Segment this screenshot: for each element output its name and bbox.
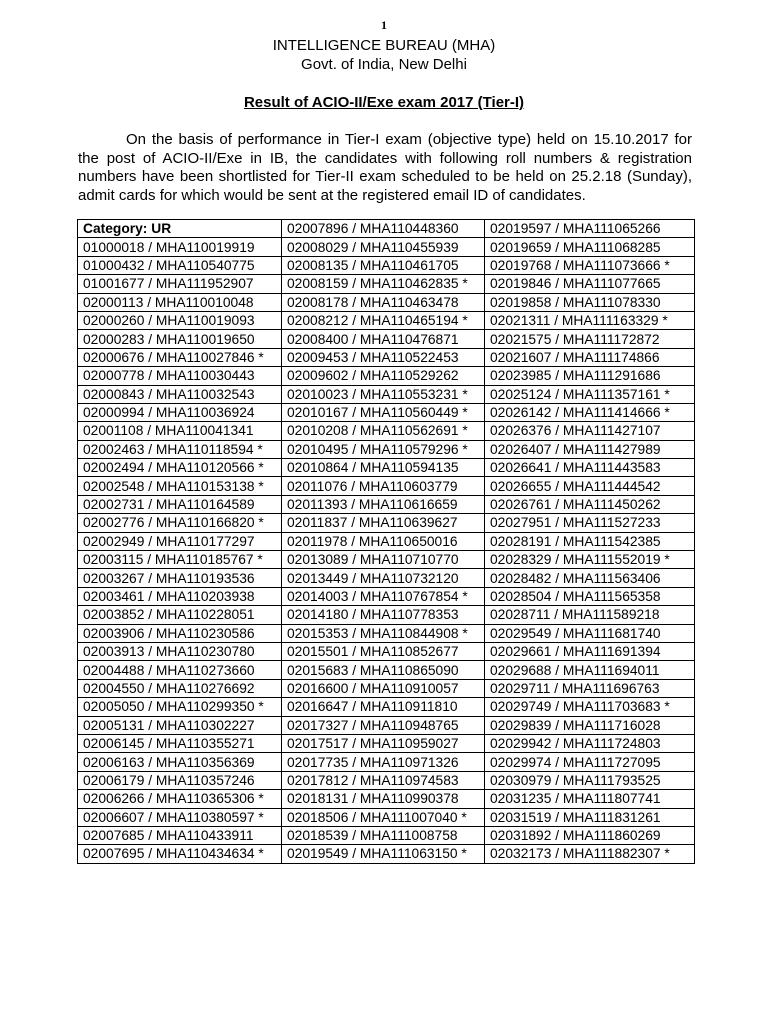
table-cell: 02009602 / MHA110529262	[282, 367, 485, 385]
table-row	[78, 385, 695, 403]
table-cell: 02003852 / MHA110228051	[78, 606, 282, 624]
table-row	[78, 679, 695, 697]
table-cell: 02031892 / MHA111860269	[485, 826, 695, 844]
table-cell: 02029839 / MHA111716028	[485, 716, 695, 734]
table-cell: 02031519 / MHA111831261	[485, 808, 695, 826]
table-cell: 02000260 / MHA110019093	[78, 311, 282, 329]
table-row	[78, 753, 695, 771]
table-row	[78, 367, 695, 385]
table-cell: 02015353 / MHA110844908 *	[282, 624, 485, 642]
table-row	[78, 569, 695, 587]
table-cell: 02029974 / MHA111727095	[485, 753, 695, 771]
table-row	[78, 440, 695, 458]
table-cell: 02007896 / MHA110448360	[282, 220, 485, 238]
table-cell: 02025124 / MHA111357161 *	[485, 385, 695, 403]
table-row	[78, 495, 695, 513]
table-cell: 02000843 / MHA110032543	[78, 385, 282, 403]
table-cell: 02019768 / MHA111073666 *	[485, 256, 695, 274]
table-cell: 02010208 / MHA110562691 *	[282, 422, 485, 440]
table-cell: 02021311 / MHA111163329 *	[485, 311, 695, 329]
table-row	[78, 661, 695, 679]
table-row	[78, 330, 695, 348]
table-cell: 02006266 / MHA110365306 *	[78, 790, 282, 808]
table-cell: 02026142 / MHA111414666 *	[485, 403, 695, 421]
header-organization: INTELLIGENCE BUREAU (MHA)	[272, 37, 496, 54]
table-cell: 02006163 / MHA110356369	[78, 753, 282, 771]
table-cell: 02026407 / MHA111427989	[485, 440, 695, 458]
table-cell: 02010495 / MHA110579296 *	[282, 440, 485, 458]
table-cell: 02019659 / MHA111068285	[485, 238, 695, 256]
table-cell: 02032173 / MHA111882307 *	[485, 845, 695, 863]
table-cell: 02006607 / MHA110380597 *	[78, 808, 282, 826]
table-row	[78, 771, 695, 789]
table-cell: 02005131 / MHA110302227	[78, 716, 282, 734]
table-row	[78, 256, 695, 274]
table-cell: 02013449 / MHA110732120	[282, 569, 485, 587]
table-cell: 01000018 / MHA110019919	[78, 238, 282, 256]
table-row	[78, 477, 695, 495]
table-cell: 02004550 / MHA110276692	[78, 679, 282, 697]
table-cell: 02008178 / MHA110463478	[282, 293, 485, 311]
intro-paragraph: On the basis of performance in Tier-I exam (objective type) held on 15.10.2017 for the post of ACIO-II/Exe in IB, the candidates with following roll numbers & registration numbers have been shortlisted for Tier-II exam scheduled to be held on 25.2.18 (Sunday), admit cards for which would be sent at the registered email ID of candidates.	[78, 131, 692, 204]
table-cell: 02021607 / MHA111174866	[485, 348, 695, 366]
table-cell: 02029549 / MHA111681740	[485, 624, 695, 642]
table-cell: 02007695 / MHA110434634 *	[78, 845, 282, 863]
table-cell: 02011837 / MHA110639627	[282, 514, 485, 532]
table-cell: 01000432 / MHA110540775	[78, 256, 282, 274]
table-cell: 02008135 / MHA110461705	[282, 256, 485, 274]
table-cell: 02003906 / MHA110230586	[78, 624, 282, 642]
table-row	[78, 514, 695, 532]
table-cell: 02008212 / MHA110465194 *	[282, 311, 485, 329]
table-cell: 02008159 / MHA110462835 *	[282, 275, 485, 293]
table-row	[78, 734, 695, 752]
page-number: 1	[381, 18, 387, 32]
table-row	[78, 587, 695, 605]
table-cell: 02010023 / MHA110553231 *	[282, 385, 485, 403]
table-cell: 02000778 / MHA110030443	[78, 367, 282, 385]
table-cell: 02015501 / MHA110852677	[282, 642, 485, 660]
document-title: Result of ACIO-II/Exe exam 2017 (Tier-I)	[243, 94, 525, 111]
table-cell: 02031235 / MHA111807741	[485, 790, 695, 808]
table-row	[78, 532, 695, 550]
table-cell: 02028191 / MHA111542385	[485, 532, 695, 550]
table-row	[78, 422, 695, 440]
table-row	[78, 698, 695, 716]
table-cell: 02006179 / MHA110357246	[78, 771, 282, 789]
table-cell: 02002949 / MHA110177297	[78, 532, 282, 550]
table-cell: 02026655 / MHA111444542	[485, 477, 695, 495]
table-cell: 02002463 / MHA110118594 *	[78, 440, 282, 458]
table-row	[78, 716, 695, 734]
table-cell: 02006145 / MHA110355271	[78, 734, 282, 752]
table-cell: 02002731 / MHA110164589	[78, 495, 282, 513]
table-cell: 02004488 / MHA110273660	[78, 661, 282, 679]
table-cell: 02009453 / MHA110522453	[282, 348, 485, 366]
table-cell: 02026761 / MHA111450262	[485, 495, 695, 513]
table-cell: 02028329 / MHA111552019 *	[485, 551, 695, 569]
table-cell: 02011076 / MHA110603779	[282, 477, 485, 495]
table-cell: 02014180 / MHA110778353	[282, 606, 485, 624]
table-cell: 02027951 / MHA111527233	[485, 514, 695, 532]
table-cell: 02008400 / MHA110476871	[282, 330, 485, 348]
table-cell: 02002548 / MHA110153138 *	[78, 477, 282, 495]
table-cell: 02016600 / MHA110910057	[282, 679, 485, 697]
table-cell: 02018539 / MHA111008758	[282, 826, 485, 844]
table-cell: 02003267 / MHA110193536	[78, 569, 282, 587]
table-cell: 02018506 / MHA111007040 *	[282, 808, 485, 826]
table-cell: 02010167 / MHA110560449 *	[282, 403, 485, 421]
table-cell: 02017812 / MHA110974583	[282, 771, 485, 789]
table-cell: 02019597 / MHA111065266	[485, 220, 695, 238]
table-cell: 02014003 / MHA110767854 *	[282, 587, 485, 605]
header-location: Govt. of India, New Delhi	[301, 56, 467, 73]
table-row	[78, 459, 695, 477]
table-cell: 02000676 / MHA110027846 *	[78, 348, 282, 366]
table-cell: 02019549 / MHA111063150 *	[282, 845, 485, 863]
table-row	[78, 845, 695, 863]
table-row	[78, 606, 695, 624]
category-label: Category: UR	[78, 220, 282, 238]
table-cell: 02016647 / MHA110911810	[282, 698, 485, 716]
table-cell: 02018131 / MHA110990378	[282, 790, 485, 808]
table-cell: 02021575 / MHA111172872	[485, 330, 695, 348]
table-cell: 02029749 / MHA111703683 *	[485, 698, 695, 716]
table-cell: 02007685 / MHA110433911	[78, 826, 282, 844]
table-cell: 01001677 / MHA111952907	[78, 275, 282, 293]
table-cell: 02026376 / MHA111427107	[485, 422, 695, 440]
table-cell: 02000113 / MHA110010048	[78, 293, 282, 311]
table-cell: 02030979 / MHA111793525	[485, 771, 695, 789]
table-cell: 02003461 / MHA110203938	[78, 587, 282, 605]
table-cell: 02026641 / MHA111443583	[485, 459, 695, 477]
table-cell: 02003913 / MHA110230780	[78, 642, 282, 660]
table-cell: 02028504 / MHA111565358	[485, 587, 695, 605]
table-cell: 02017517 / MHA110959027	[282, 734, 485, 752]
table-row	[78, 311, 695, 329]
table-row	[78, 403, 695, 421]
table-cell: 02011978 / MHA110650016	[282, 532, 485, 550]
table-cell: 02000994 / MHA110036924	[78, 403, 282, 421]
table-cell: 02017327 / MHA110948765	[282, 716, 485, 734]
results-table	[77, 219, 695, 864]
table-row	[78, 275, 695, 293]
table-row	[78, 238, 695, 256]
table-cell: 02028711 / MHA111589218	[485, 606, 695, 624]
table-row	[78, 826, 695, 844]
table-row	[78, 293, 695, 311]
table-cell: 02002776 / MHA110166820 *	[78, 514, 282, 532]
results-table-body	[78, 220, 695, 864]
table-cell: 02010864 / MHA110594135	[282, 459, 485, 477]
table-cell: 02000283 / MHA110019650	[78, 330, 282, 348]
table-cell: 02017735 / MHA110971326	[282, 753, 485, 771]
table-cell: 02023985 / MHA111291686	[485, 367, 695, 385]
table-cell: 02029688 / MHA111694011	[485, 661, 695, 679]
table-cell: 02003115 / MHA110185767 *	[78, 551, 282, 569]
table-cell: 02015683 / MHA110865090	[282, 661, 485, 679]
table-cell: 02029711 / MHA111696763	[485, 679, 695, 697]
table-cell: 02005050 / MHA110299350 *	[78, 698, 282, 716]
table-cell: 02019846 / MHA111077665	[485, 275, 695, 293]
table-cell: 02028482 / MHA111563406	[485, 569, 695, 587]
table-row	[78, 808, 695, 826]
table-row	[78, 790, 695, 808]
table-row	[78, 220, 695, 238]
table-row	[78, 642, 695, 660]
table-row	[78, 551, 695, 569]
table-row	[78, 624, 695, 642]
table-cell: 02019858 / MHA111078330	[485, 293, 695, 311]
table-cell: 02001108 / MHA110041341	[78, 422, 282, 440]
table-cell: 02029942 / MHA111724803	[485, 734, 695, 752]
table-cell: 02002494 / MHA110120566 *	[78, 459, 282, 477]
table-cell: 02029661 / MHA111691394	[485, 642, 695, 660]
table-cell: 02013089 / MHA110710770	[282, 551, 485, 569]
table-row	[78, 348, 695, 366]
table-cell: 02008029 / MHA110455939	[282, 238, 485, 256]
table-cell: 02011393 / MHA110616659	[282, 495, 485, 513]
